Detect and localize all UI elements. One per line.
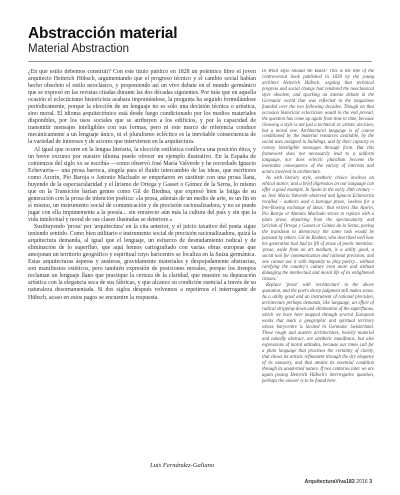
spanish-column (28, 69, 256, 461)
magazine-name: ArquitecturaViva (304, 479, 346, 485)
spanish-paragraph: ¿En qué estilo debemos construir? Con este título publicó en 1828 un polémico libro el joven arquitecto Heinrich Hübsch, argumentando que el progreso técnico y el cambio social habían hecho obsoleto el estilo neoclásico, y proponiendo así un vivo debate en el mundo germánico que se expresó en las revistas citadas durante las dos décadas siguientes. Por más que en aquella ocasión el eclecticismo historicista acabara imponiéndose, la pregunta ha seguido formulándose periódicamente, porque la elección de un lenguaje no es sólo una decisión técnica o artística, sino moral. El idioma arquitectónico está desde luego condicionado por los medios materiales disponibles, por los usos sociales que se atribuyen a los edificios, y por la capacidad de transmitir mensajes inteligibles con sus formas, pero ni este marco de referencia conduce mecánicamente a un lenguaje único, ni el pluralismo ecléctico es la inevitable consecuencia de la variedad de intereses y de actores que intervienen en la arquitectura. (28, 69, 256, 146)
page-footer (305, 479, 372, 485)
english-paragraph: In What Style Should We Build? This is the title of the controversial book published in 1828 by the young architect Heinrich Hübsch, arguing that technical progress and social change had rendered the neoclassical style obsolete, and sparking an intense debate in the Germanic world that was reflected in the magazines founded over the two following decades. Though on that occasion historicist eclecticism would in the end prevail, the question has come up again from time to time, because choosing a style is not just a technical or artistic decision, but a moral one. Architectural language is of course conditioned by the material resources available, by the social uses assigned to buildings, and by their capacity to convey intelligible messages through form. But this framework does not necessarily lead to a uniform language, nor does eclectic pluralism become the inevitable consequence of the variety of interests and actors involved in architecture. (262, 69, 374, 176)
article-subtitle: Material Abstraction (28, 43, 129, 55)
english-paragraph: Replace 'prose' with 'architecture' in the above quotation, and the poet's sharp judgment still makes sense. As a utility good and an instrument of rational precision, architecture perhaps demands, like language, an effort of radical stripping-down and elimination of the superfluous, which we have here mapped through several European works that mark a geographic and spiritual territory whose barycentre is located in Germanic Switzerland. These rough and austere architectures, heavily material and nakedly abstract, are aesthetic manifestos, but also expressions of moral attitudes, because our times call for a plain language that practises the certainty of clarity, that shows its artistic refinement through the dry elegance of its masonry, and that attains its essential condition through its unadorned nature. If two centuries later we are again posing Heinrich Hübsch's interrogative question, perhaps the answer is to be found here. (262, 283, 374, 384)
spanish-paragraph: Sustituyendo 'prosa' por 'arquitectura' en la cita anterior, y el juicio taxativo del poeta sigue teniendo sentido. Como bien utilitario e instrumento social de precisión racionalizadora, quizá la arquitectura demanda, al igual que el lenguaje, un esfuerzo de desnudamiento radical y de eliminación de lo superfluo, que aquí hemos cartografiado con varias obras europeas que amojonan un territorio geográfico y espiritual cuyo baricentro se localiza en la Suiza germánica. Estas arquitecturas ásperas y austeras, gravidamente materiales y despojadamente abstractas, son manifiestos estéticos, pero también expresión de posiciones morales, porque los tiempos reclaman un lenguaje llano que practique la certeza de la claridad, que muestre su depuración artística con la elegancia seca de sus fábricas, y que alcance su condición esencial a través de su naturaleza desornamentada. Si dos siglos después volvemos a repetirnos el interrogante de Hübsch, acaso en estos pagos se encuentre la respuesta. (28, 224, 256, 301)
article-title: Abstracción material (28, 25, 178, 42)
header-divider (28, 61, 372, 62)
issue-year: 2016 (356, 479, 368, 485)
english-column (262, 69, 374, 471)
spanish-paragraph: Al igual que ocurre en la lengua literaria, la elección estilística conlleva una posición ética, y un breve excurso por nuestro idioma puede ofrecer un ejemplo ilustrativo. En la España de comienzos del siglo xx se escribía —como observó José María Valverde y he recordado Ignacio Echevarría— una prosa barroca, singela para el fluido intercambio de las ideas, que escritores como Azorín, Pío Baroja o Antonio Machado se empeñaron en sustituir con una prosa llana, huyendo de la espectacularidad y el lirismo de Ortega y Gasset o Gómez de la Serna, lo mismo que en la Transición harían gentes como Gil de Biedma, que expresó bien la fatiga de su generación con la prosa de intención poética: «la prosa, además de un medio de arte, es un fin en sí mismo, un instrumento social de comunicación y de precisión racionalizadora, y no se puede jugar con ella impunemente a la poesía... sin enrarecer aún más la cultura del país y sin que la vida intelectual y moral de sus clases ilustradas se deteriore.» (28, 146, 256, 223)
page-number: 3 (369, 479, 372, 485)
english-paragraph: As with literary style, aesthetic choice involves an ethical stance, and a brief digression on our language can offer a good example. In Spain in the early 20th century – as José María Valverde observed and Ignacio Echevarría recalled – authors used a baroque prose, 'useless for a free-flowing exchange of ideas,' that writers like Azorín, Pío Baroja or Antonio Machado strove to replace with a plain prose, departing from the spectacularity and lyricism of Ortega y Gasset or Gómez de la Serna, paving the transition to democracy the same task would be pursued by others. Gil de Biedma, who described well how his generation had had its fill of prose of poetic intention: 'prose, aside from an art medium, is a utility good, a social tool for communication and rational precision, and one cannot use it with impunity to play poetry... without rarefying the country's culture even more and without damaging the intellectual and moral life of its enlightened classes.' (262, 176, 374, 283)
author-signature: Luis Fernández-Galiano (150, 462, 215, 469)
issue-number: 183 (346, 479, 355, 485)
article-header (28, 25, 177, 56)
